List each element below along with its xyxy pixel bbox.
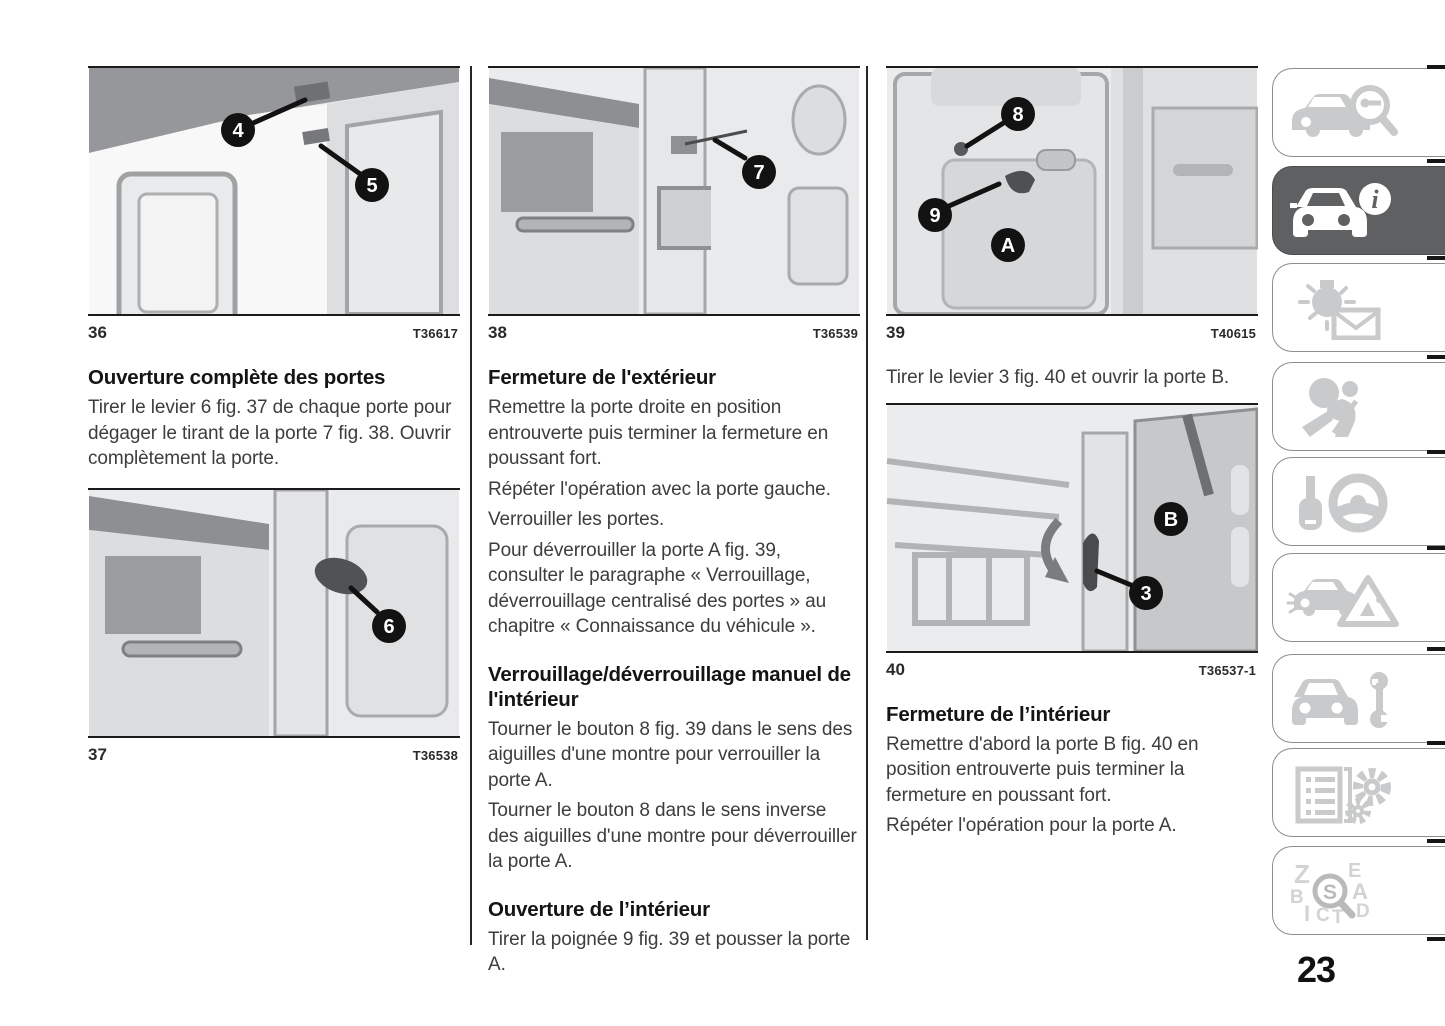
index-letter: A [1352,878,1368,904]
car-info-icon [1286,179,1404,243]
paragraph: Verrouiller les portes. [488,509,665,530]
index-magnifier-letter: S [1322,880,1338,904]
column-divider [866,66,868,940]
car-breakdown-triangle-icon [1286,566,1404,630]
figure-callout-9: 9 [929,205,941,227]
figure-code: T40615 [1210,326,1256,341]
page-edge-mark [1427,647,1445,651]
sidebar-tab-vehicle-info[interactable] [1272,166,1445,255]
paragraph: Tirer la poignée 9 fig. 39 et pousser la porte A. [488,928,851,975]
door-lever-illustration [886,403,1258,653]
figure-37 [88,488,460,765]
figure-callout-5: 5 [366,175,378,197]
door-lock-knob-illustration [886,66,1258,316]
page-number: 23 [1297,949,1336,990]
figure-39 [886,66,1258,343]
page-edge-mark [1427,741,1445,745]
figure-number: 37 [88,744,107,764]
svg-text:i: i [1371,184,1379,214]
section-heading: Ouverture de l’intérieur [488,897,710,921]
figure-number: 36 [88,323,107,342]
page-edge-mark [1427,450,1445,454]
index-letter: E [1348,859,1362,882]
section-heading: Fermeture de l'extérieur [488,366,716,389]
figure-number: 39 [886,323,905,342]
column-2 [488,66,860,983]
sidebar-tab-emergency[interactable] [1272,553,1445,642]
index-letter: Z [1294,858,1310,889]
page-edge-mark [1427,355,1445,359]
figure-code: T36538 [412,747,458,763]
figure-code: T36537-1 [1198,662,1256,678]
figure-callout-4: 4 [232,120,244,142]
index-letter: D [1356,900,1370,922]
figure-callout-6: 6 [383,615,395,638]
figure-36 [88,66,460,343]
index-letter: B [1290,886,1304,908]
paragraph: Remettre d'abord la porte B fig. 40 en position entrouverte puis terminer la fermeture en poussant fort. [886,733,1199,806]
figure-caption [88,316,460,343]
car-wrench-icon [1286,667,1404,731]
sidebar-tab-technical-data[interactable] [1272,748,1445,837]
sidebar-tab-vehicle-knowledge[interactable] [1272,68,1445,157]
sidebar-tab-warning-lights-messages[interactable] [1272,263,1445,352]
key-steering-wheel-icon [1286,470,1404,534]
paragraph: Tirer le levier 6 fig. 37 de chaque porte pour dégager le tirant de la porte 7 fig. 38. Ouvrir complètement la porte. [88,397,452,469]
figure-callout-7: 7 [753,162,765,184]
column-1 [88,66,460,765]
door-top-hinge-illustration [88,66,460,316]
section-heading: Verrouillage/déverrouillage manuel de l'intérieur [488,662,851,711]
page-edge-mark [1427,256,1445,260]
figure-number: 40 [886,659,905,679]
paragraph: Répéter l'opération avec la porte gauche. [488,478,831,500]
paragraph: Tirer le levier 3 fig. 40 et ouvrir la porte B. [886,367,1230,388]
index-letter: C [1316,904,1330,923]
section-heading: Ouverture complète des portes [88,366,386,389]
figure-callout-b: B [1163,508,1179,531]
sidebar-tab-maintenance[interactable] [1272,654,1445,743]
column-3 [886,66,1258,844]
paragraph: Remettre la porte droite en position entrouverte puis terminer la fermeture en poussant fort. [488,397,829,469]
warning-lights-messages-icon [1286,276,1404,340]
section-heading: Fermeture de l’intérieur [886,702,1111,726]
figure-callout-8: 8 [1012,104,1024,126]
page-edge-mark [1427,159,1445,163]
figure-code: T36539 [812,326,858,341]
page-edge-mark [1427,937,1445,941]
alphabetical-index-icon [1286,859,1404,923]
figure-callout-a: A [1000,235,1016,257]
sidebar-tab-starting-driving[interactable] [1272,457,1445,546]
index-letter: I [1304,900,1311,923]
paragraph: Pour déverrouiller la porte A fig. 39, consulter le paragraphe « Verrouillage, déverrouillage centralisé des portes » au chapitre « Connaissance du véhicule ». [488,539,827,637]
figure-caption [88,738,460,765]
page-edge-mark [1427,65,1445,69]
paragraph: Tourner le bouton 8 dans le sens inverse des aiguilles d'une montre pour déverrouiller la porte A. [488,800,857,872]
sidebar-tab-alphabetical-index[interactable] [1272,846,1445,935]
figure-code: T36617 [412,326,458,341]
airbag-seatbelt-icon [1286,375,1404,439]
index-letter: T [1332,906,1344,923]
sidebar-tab-safety[interactable] [1272,362,1445,451]
figure-caption [886,316,1258,343]
column-divider [470,66,472,945]
figure-40 [886,403,1258,680]
page-edge-mark [1427,546,1445,550]
page-edge-mark [1427,839,1445,843]
car-search-icon [1286,81,1404,145]
figure-callout-3: 3 [1140,582,1152,605]
figure-caption [886,653,1258,680]
specifications-gears-icon [1286,761,1404,825]
figure-caption [488,316,860,343]
figure-number: 38 [488,323,507,342]
paragraph: Tourner le bouton 8 fig. 39 dans le sens des aiguilles d'une montre pour verrouiller la porte A. [488,718,853,791]
paragraph: Répéter l'opération pour la porte A. [886,815,1177,836]
door-release-handle-illustration [88,488,460,738]
door-tie-rod-illustration [488,66,860,316]
figure-38 [488,66,860,343]
